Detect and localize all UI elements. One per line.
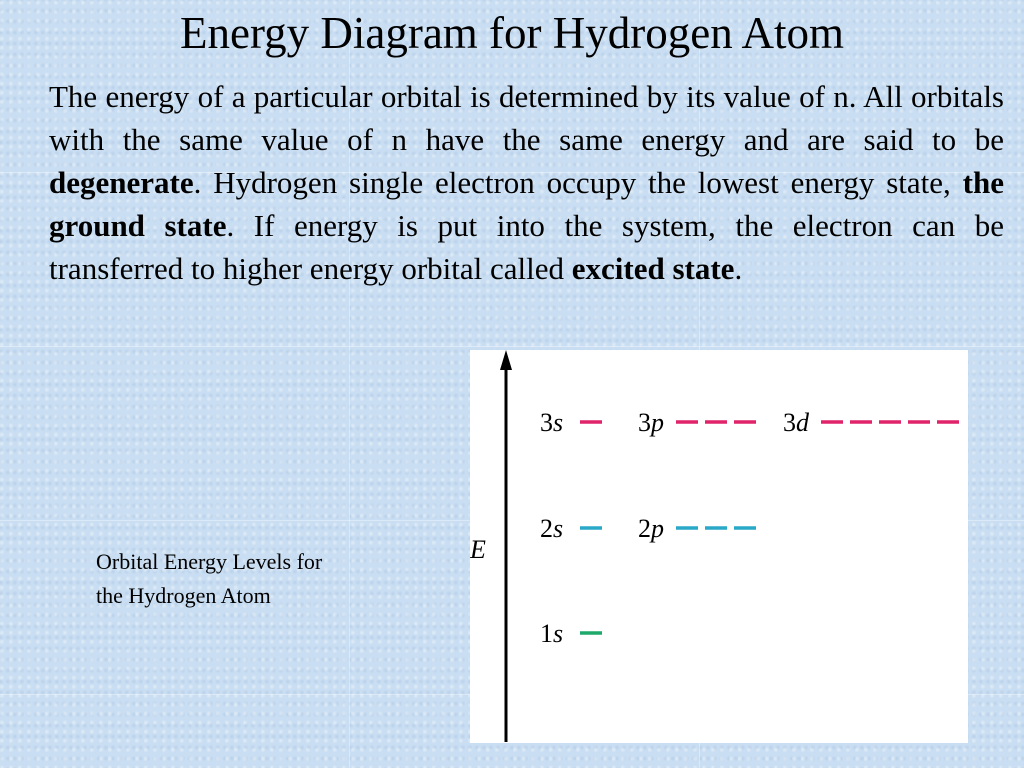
orbital-number: 3	[783, 408, 796, 437]
energy-axis-label: E	[470, 535, 486, 564]
orbital-number: 1	[540, 619, 553, 648]
orbital-number: 3	[540, 408, 553, 437]
paragraph-text: .	[734, 251, 743, 286]
orbital-number: 2	[540, 514, 553, 543]
orbital-label-3p	[638, 408, 664, 437]
orbital-letter: s	[553, 514, 564, 543]
orbital-letter: s	[553, 408, 564, 437]
orbital-number: 2	[638, 514, 651, 543]
orbital-label-2p	[638, 514, 664, 543]
emphasis-term: degenerate	[49, 165, 194, 200]
orbital-label-3d	[783, 408, 810, 437]
paragraph-text: . Hydrogen single electron occupy the lowest energy state,	[193, 165, 963, 200]
body-paragraph	[49, 75, 1004, 290]
orbital-letter: p	[651, 514, 664, 543]
energy-axis-arrowhead	[500, 350, 512, 370]
emphasis-term: the ground state	[49, 165, 1004, 243]
orbital-label-2s	[540, 514, 563, 543]
orbital-number: 3	[638, 408, 651, 437]
diagram-caption: Orbital Energy Levels for the Hydrogen Atom	[96, 549, 323, 608]
emphasis-term: excited state	[571, 251, 735, 286]
energy-diagram-svg	[470, 350, 968, 743]
orbital-label-3s	[540, 408, 563, 437]
paragraph-text: . If energy is put into the system, the electron can be transferred to higher energy orbital called	[49, 208, 1004, 286]
paragraph-text: The energy of a particular orbital is determined by its value of n. All orbitals with the same value of n have the same energy and are said to be	[49, 79, 1004, 157]
slide-title: Energy Diagram for Hydrogen Atom	[179, 8, 844, 58]
orbital-label-1s	[540, 619, 563, 648]
orbital-letter: p	[651, 408, 664, 437]
orbital-letter: d	[796, 408, 809, 437]
orbital-letter: s	[553, 619, 564, 648]
energy-level-diagram	[470, 350, 968, 743]
